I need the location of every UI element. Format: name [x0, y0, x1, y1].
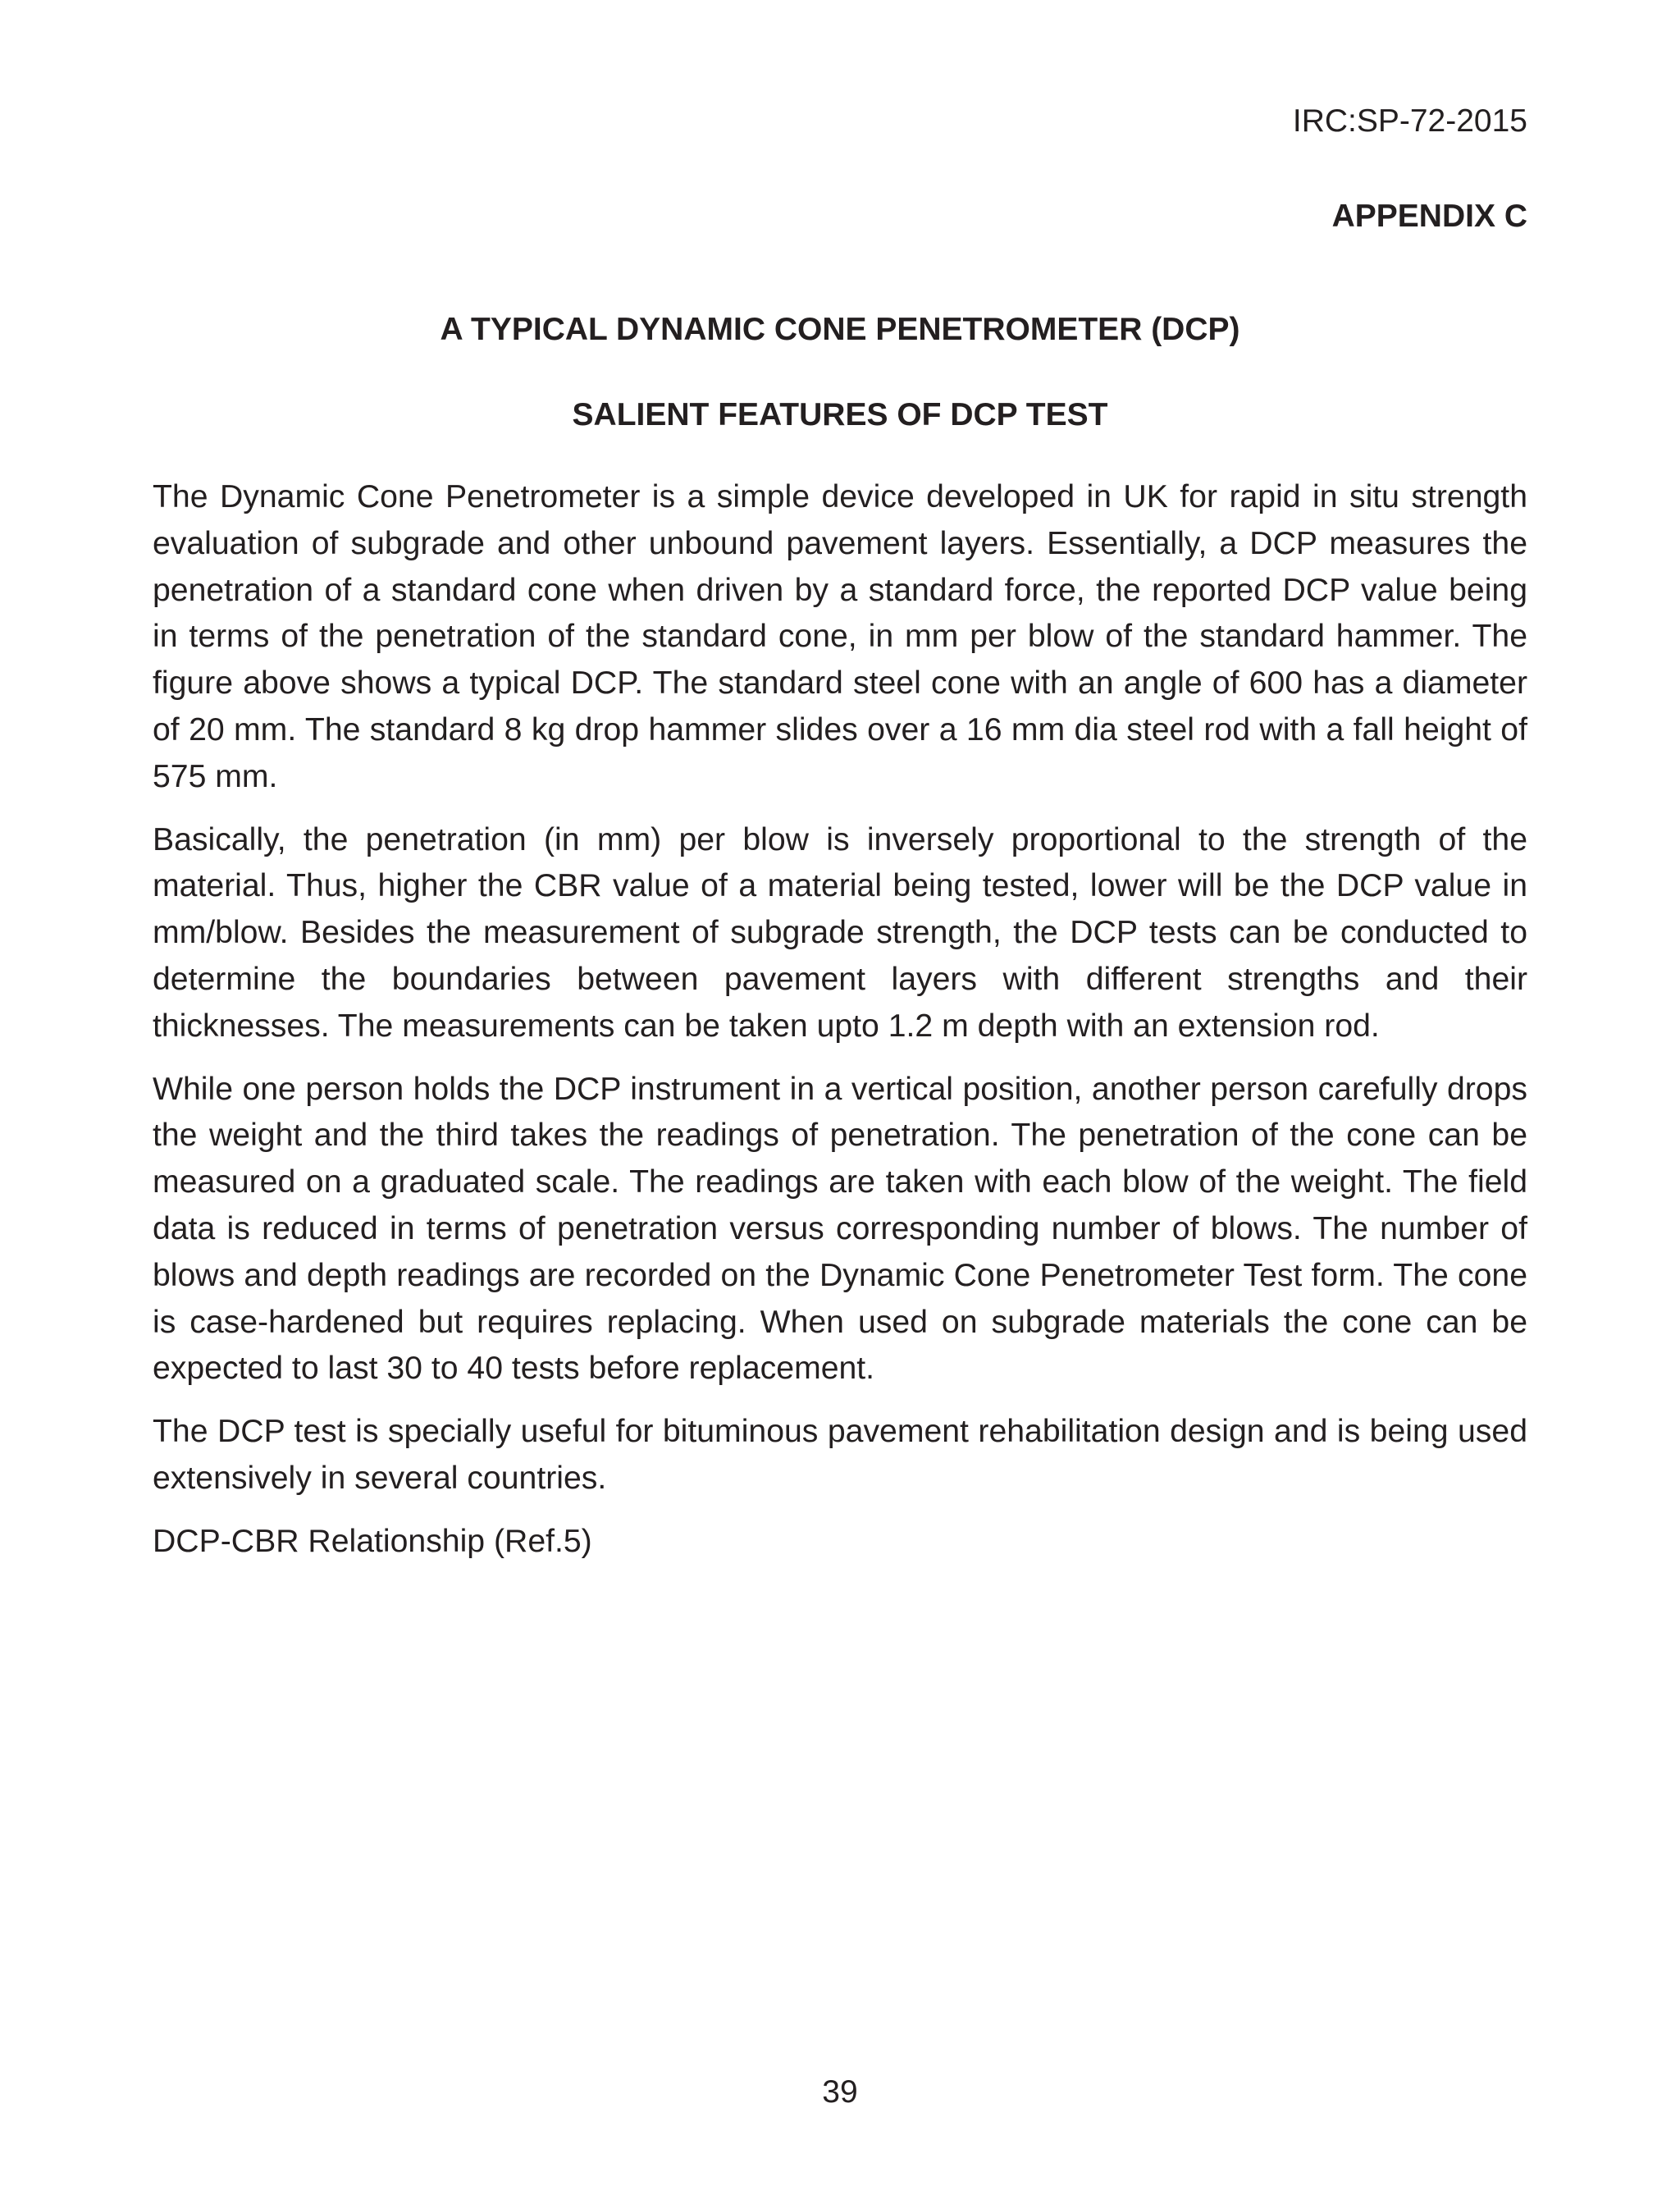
section-title: SALIENT FEATURES OF DCP TEST	[572, 397, 1108, 432]
page-title: A TYPICAL DYNAMIC CONE PENETROMETER (DCP)	[440, 312, 1240, 347]
paragraph-penetration-strength: Basically, the penetration (in mm) per blow is inversely proportional to the strength of the material. Thus, higher the CBR value of a material being tested, lower will be the DCP value in mm/blow. Besides the measurement of subgrade strength, the DCP tests can be conducted to determine the boundaries between pavement layers with different strengths and their thicknesses. The measurements can be taken upto 1.2 m depth with an extension rod.	[153, 821, 1527, 1044]
paragraph-dcp-description: The Dynamic Cone Penetrometer is a simple device developed in UK for rapid in situ strength evaluation of subgrade and other unbound pavement layers. Essentially, a DCP measures the penetration of a standard cone when driven by a standard force, the reported DCP value being in terms of the penetration of the standard cone, in mm per blow of the standard hammer. The figure above shows a typical DCP. The standard steel cone with an angle of 600 has a diameter of 20 mm. The standard 8 kg drop hammer slides over a 16 mm dia steel rod with a fall height of 575 mm.	[153, 479, 1527, 794]
page-number: 39	[822, 2074, 858, 2110]
document-code: IRC:SP-72-2015	[1292, 103, 1527, 139]
figure-caption: DCP-CBR Relationship (Ref.5)	[153, 1523, 592, 1559]
paragraph-usage: The DCP test is specially useful for bituminous pavement rehabilitation design and is being used extensively in several countries.	[153, 1414, 1527, 1496]
body-text	[153, 474, 1527, 1566]
appendix-label: APPENDIX C	[1331, 199, 1527, 234]
paragraph-test-procedure: While one person holds the DCP instrument in a vertical position, another person carefully drops the weight and the third takes the readings of penetration. The penetration of the cone can be measured on a graduated scale. The readings are taken with each blow of the weight. The field data is reduced in terms of penetration versus corresponding number of blows. The number of blows and depth readings are recorded on the Dynamic Cone Penetrometer Test form. The cone is case-hardened but requires replacing. When used on subgrade materials the cone can be expected to last 30 to 40 tests before replacement.	[153, 1071, 1527, 1387]
